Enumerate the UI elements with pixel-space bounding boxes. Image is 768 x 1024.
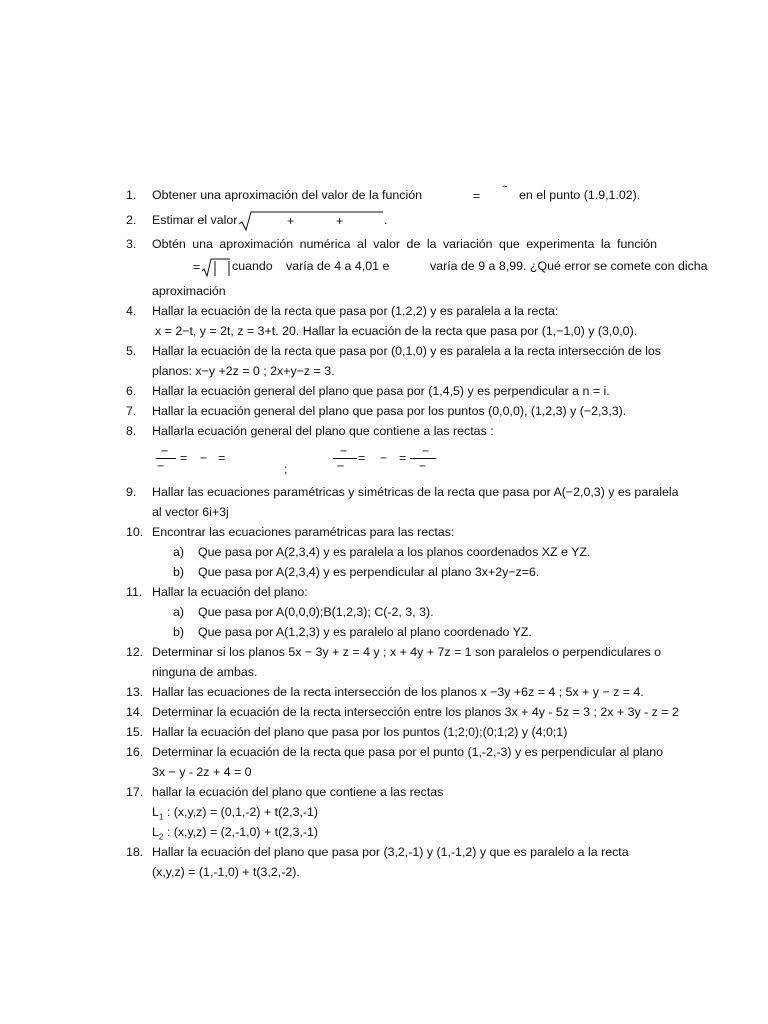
item-number: 10. (126, 525, 144, 539)
line-label: $L_2$ : (x,y,z) = (2,-1,0) + t(2,3,-1) (152, 825, 319, 842)
sub-item-text: Que pasa por A(2,3,4) y es perpendicular al plano 3x+2y−z=6. (198, 565, 540, 579)
equation-fragment: − (200, 451, 208, 465)
line-label: $L_1$ : (x,y,z) = (0,1,-2) + t(2,3,-1) (152, 805, 319, 822)
item-number: 6. (126, 384, 137, 398)
equation-fragment: ˜ (503, 183, 508, 197)
sub-item-letter: a) (173, 605, 185, 619)
symmetric-equations (0, 442, 768, 482)
item-text: varía de 4 a 4,01 e (286, 259, 390, 273)
equation-fragment: − (419, 459, 427, 473)
item-text: ninguna de ambas. (152, 665, 258, 679)
item-number: 1. (126, 188, 137, 202)
sub-item-text: Que pasa por A(0,0,0);B(1,2,3); C(-2, 3, 3). (198, 605, 434, 619)
item-text: Hallar las ecuaciones de la recta intersección de los planos x −3y +6z = 4 ; 5x + y − z = 4. (152, 685, 644, 699)
item-text: cuando (232, 259, 273, 273)
equation-separator: ; (284, 462, 288, 476)
equation-fragment: = (399, 451, 407, 465)
item-number: 7. (126, 404, 137, 418)
equation-fragment: − (157, 459, 165, 473)
item-text: Encontrar las ecuaciones paramétricas para las rectas: (152, 525, 455, 539)
item-number: 3. (126, 237, 137, 251)
item-number: 15. (126, 725, 144, 739)
equation-fragment: = (473, 189, 481, 203)
item-text: al vector 6i+3j (152, 505, 229, 519)
item-text: Hallar la ecuación general del plano que pasa por los puntos (0,0,0), (1,2,3) y (−2,3,3). (152, 404, 627, 418)
item-text: Obtén una aproximación numérica al valor de la variación que experimenta la función (152, 237, 657, 251)
sub-item-letter: a) (173, 545, 185, 559)
item-text: Determinar si los planos 5x − 3y + z = 4 y ; x + 4y + 7z = 1 son paralelos o perpendiculares o (152, 645, 661, 659)
item-text: Estimar el valor (152, 213, 238, 227)
equation-fragment: − (340, 444, 348, 458)
item-number: 4. (126, 304, 137, 318)
item-text: en el punto (1.9,1.02). (519, 188, 641, 202)
equation-fragment: − (161, 444, 169, 458)
sub-item-text: Que pasa por A(2,3,4) y es paralela a los planos coordenados XZ e YZ. (198, 545, 591, 559)
equation-fragment: = (358, 451, 366, 465)
item-text: Hallar la ecuación del plano que pasa por los puntos (1;2;0);(0;1;2) y (4;0;1) (152, 725, 568, 739)
item-number: 17. (126, 785, 144, 799)
item-text: Hallar la ecuación general del plano que pasa por (1,4,5) y es perpendicular a n = i. (152, 384, 610, 398)
item-text: . (384, 213, 388, 227)
equation-fragment: + (336, 214, 344, 228)
item-text: hallar la ecuación del plano que contiene a las rectas (152, 785, 444, 799)
item-text: Hallarla ecuación general del plano que contiene a las rectas : (152, 424, 494, 438)
item-text: Determinar la ecuación de la recta que pasa por el punto (1,-2,-3) y es perpendicular al plano (152, 745, 664, 759)
equation-fragment: = (180, 451, 188, 465)
sub-item-text: Que pasa por A(1,2,3) y es paralelo al plano coordenado YZ. (198, 625, 532, 639)
item-number: 16. (126, 745, 144, 759)
item-text: Hallar la ecuación del plano que pasa por (3,2,-1) y (1,-1,2) y que es paralelo a la recta (152, 845, 629, 859)
item-number: 18. (126, 845, 144, 859)
item-number: 14. (126, 705, 144, 719)
radical-sign (238, 210, 384, 232)
sub-item-letter: b) (173, 625, 185, 639)
item-number: 11. (126, 585, 143, 599)
item-number: 8. (126, 424, 137, 438)
sub-item-letter: b) (173, 565, 185, 579)
radical-sign (201, 257, 231, 279)
equation-fragment: − (422, 444, 430, 458)
item-number: 2. (126, 213, 137, 227)
item-text: Hallar las ecuaciones paramétricas y simétricas de la recta que pasa por A(−2,0,3) y es paralela (152, 485, 679, 499)
item-text: aproximación (152, 284, 226, 298)
item-text: (x,y,z) = (1,-1,0) + t(3,2,-2). (152, 865, 300, 879)
item-text: Hallar la ecuación del plano: (152, 585, 308, 599)
item-number: 5. (126, 344, 137, 358)
item-text: x = 2−t, y = 2t, z = 3+t. 20. Hallar la ecuación de la recta que pasa por (1,−1,0) y (3,0,0). (155, 324, 638, 338)
equation-fragment: = (193, 260, 201, 274)
item-text: Determinar la ecuación de la recta intersección entre los planos 3x + 4y - 5z = 3 ; 2x + 3y - z = 2 (152, 705, 679, 719)
item-text: Hallar la ecuación de la recta que pasa por (1,2,2) y es paralela a la recta: (152, 304, 559, 318)
item-text: Hallar la ecuación de la recta que pasa por (0,1,0) y es paralela a la recta intersección de los (152, 344, 661, 358)
item-text: 3x − y - 2z + 4 = 0 (152, 765, 252, 779)
equation-fragment: = (218, 451, 226, 465)
item-text: Obtener una aproximación del valor de la función (152, 188, 423, 202)
item-text: varía de 9 a 8,99. ¿Qué error se comete con dicha (430, 259, 708, 273)
item-number: 9. (126, 485, 137, 499)
equation-fragment: − (380, 451, 388, 465)
equation-fragment: + (287, 214, 295, 228)
equation-fragment: − (337, 459, 345, 473)
item-text: planos: x−y +2z = 0 ; 2x+y−z = 3. (152, 364, 335, 378)
item-number: 13. (126, 685, 144, 699)
item-number: 12. (126, 645, 144, 659)
